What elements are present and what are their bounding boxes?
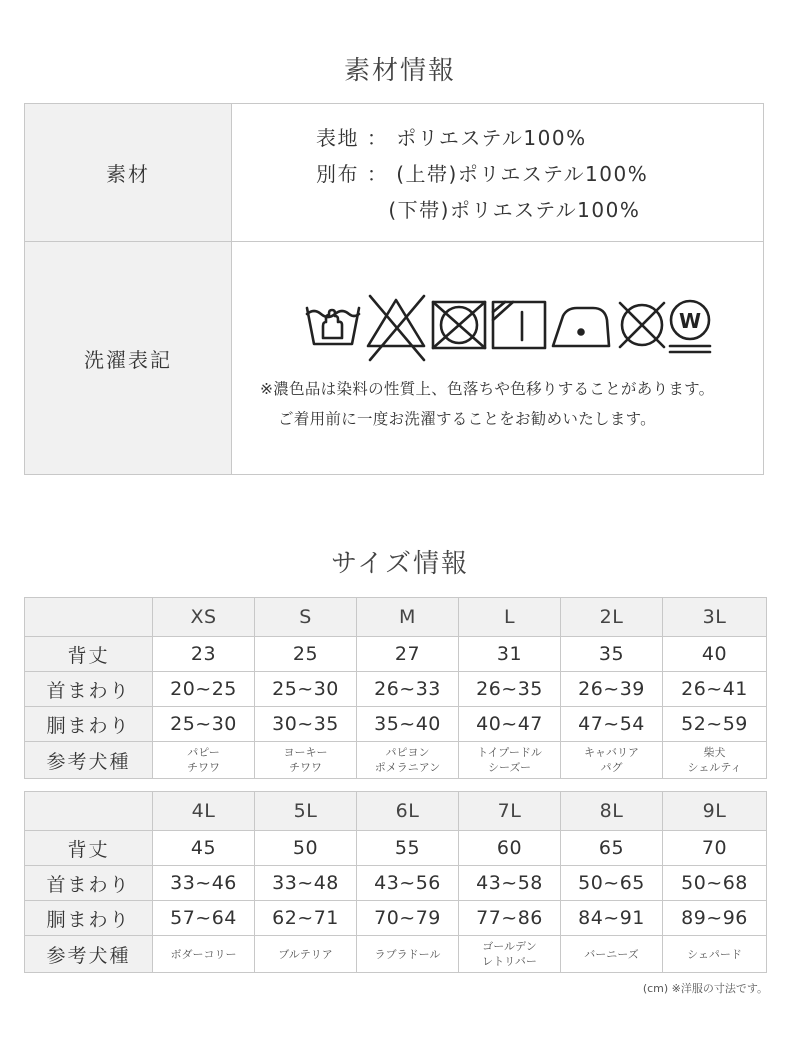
neck-cell: 50~65: [561, 866, 663, 901]
breed-name: チワワ: [187, 761, 220, 774]
breed-cell: [153, 936, 255, 973]
length-cell: 50: [255, 831, 357, 866]
length-cell: 23: [153, 637, 255, 672]
breed-name: パピー: [187, 746, 220, 759]
neck-cell: 26~39: [561, 672, 663, 707]
breed-name: シェパード: [687, 947, 742, 961]
breed-name: トイプードル: [477, 746, 542, 759]
no-dry-clean-icon: [620, 303, 664, 347]
size-header-cell: 3L: [663, 598, 767, 637]
row-label-neck: 首まわり: [25, 672, 153, 707]
size-header-cell: XS: [153, 598, 255, 637]
fabric-row: [25, 104, 763, 242]
chest-cell: 70~79: [357, 901, 459, 936]
breed-name: 柴犬: [703, 746, 726, 759]
care-note: [260, 374, 714, 434]
breed-cell: [357, 742, 459, 779]
length-cell: 31: [459, 637, 561, 672]
fabric-line-band-upper: 別布 ： (上帯)ポリエステル100%: [316, 162, 649, 186]
chest-cell: 47~54: [561, 707, 663, 742]
breed-name: キャバリア: [584, 746, 639, 759]
breed-cell: [153, 742, 255, 779]
neck-cell: 50~68: [663, 866, 767, 901]
length-row: [25, 831, 767, 866]
chest-cell: 84~91: [561, 901, 663, 936]
size-header-cell: 6L: [357, 792, 459, 831]
breed-name: ポメラニアン: [374, 761, 441, 774]
row-label-breed: 参考犬種: [25, 742, 153, 779]
breed-name: バーニーズ: [584, 947, 639, 961]
chest-cell: 30~35: [255, 707, 357, 742]
breed-cell: [561, 936, 663, 973]
breed-name: パグ: [600, 761, 623, 774]
chest-cell: 77~86: [459, 901, 561, 936]
neck-cell: 43~58: [459, 866, 561, 901]
length-cell: 45: [153, 831, 255, 866]
fabric-line-outer: 表地 ： ポリエステル100%: [316, 126, 587, 150]
length-cell: 27: [357, 637, 459, 672]
length-cell: 60: [459, 831, 561, 866]
neck-row: [25, 672, 767, 707]
size-header-cell: 7L: [459, 792, 561, 831]
length-cell: 65: [561, 831, 663, 866]
neck-cell: 43~56: [357, 866, 459, 901]
size-header-cell: 4L: [153, 792, 255, 831]
size-header-cell: 2L: [561, 598, 663, 637]
size-header-cell: L: [459, 598, 561, 637]
wet-clean-letter: W: [678, 309, 702, 333]
size-header-cell: M: [357, 598, 459, 637]
chest-cell: 25~30: [153, 707, 255, 742]
row-label-length: 背丈: [25, 637, 153, 672]
neck-row: [25, 866, 767, 901]
breed-name: ブルテリア: [278, 947, 333, 961]
care-content: [232, 242, 763, 474]
chest-cell: 57~64: [153, 901, 255, 936]
breed-name: シェルティ: [687, 761, 742, 774]
length-cell: 55: [357, 831, 459, 866]
breed-cell: [459, 936, 561, 973]
chest-cell: 62~71: [255, 901, 357, 936]
breed-cell: [663, 936, 767, 973]
chest-row: [25, 707, 767, 742]
size-header-row: [25, 598, 767, 637]
breed-name: ヨーキー: [283, 746, 328, 759]
care-label: 洗濯表記: [25, 242, 232, 474]
corner-cell: [25, 598, 153, 637]
care-note-line-1: ※濃色品は染料の性質上、色落ちや色移りすることがあります。: [260, 380, 715, 398]
breed-name: ボダーコリー: [170, 947, 237, 961]
neck-cell: 33~46: [153, 866, 255, 901]
breed-name: レトリバー: [482, 955, 537, 968]
row-label-length: 背丈: [25, 831, 153, 866]
care-row: [25, 242, 763, 474]
length-cell: 70: [663, 831, 767, 866]
chest-cell: 52~59: [663, 707, 767, 742]
breed-name: パピヨン: [385, 746, 430, 759]
size-table-large: [24, 791, 767, 973]
size-header-cell: 8L: [561, 792, 663, 831]
breed-cell: [255, 742, 357, 779]
size-section-title: サイズ情報: [331, 549, 469, 579]
size-header-row: [25, 792, 767, 831]
size-header-cell: S: [255, 598, 357, 637]
breed-name: チワワ: [289, 761, 322, 774]
wet-clean-gentle-icon: [670, 301, 710, 352]
length-cell: 35: [561, 637, 663, 672]
breed-row: [25, 936, 767, 973]
material-section-title: 素材情報: [343, 56, 456, 86]
care-symbols: [304, 294, 724, 364]
chest-row: [25, 901, 767, 936]
chest-cell: 40~47: [459, 707, 561, 742]
fabric-line-band-lower: (下帯)ポリエステル100%: [316, 198, 641, 222]
iron-low-icon: [553, 308, 609, 346]
line-dry-shade-icon: [493, 302, 545, 348]
breed-cell: [561, 742, 663, 779]
row-label-chest: 胴まわり: [25, 901, 153, 936]
breed-name: ゴールデン: [482, 940, 537, 953]
breed-cell: [357, 936, 459, 973]
neck-cell: 26~41: [663, 672, 767, 707]
no-tumble-dry-icon: [433, 302, 485, 348]
fabric-label: 素材: [25, 104, 232, 241]
no-bleach-icon: [368, 296, 424, 360]
size-header-cell: 9L: [663, 792, 767, 831]
length-cell: 25: [255, 637, 357, 672]
breed-name: シーズー: [488, 761, 531, 774]
size-table-small: [24, 597, 767, 779]
breed-row: [25, 742, 767, 779]
hand-wash-icon: [307, 308, 359, 344]
row-label-breed: 参考犬種: [25, 936, 153, 973]
breed-cell: [459, 742, 561, 779]
row-label-neck: 首まわり: [25, 866, 153, 901]
size-header-cell: 5L: [255, 792, 357, 831]
care-note-line-2: ご着用前に一度お洗濯することをお勧めいたします。: [278, 410, 656, 428]
length-cell: 40: [663, 637, 767, 672]
length-row: [25, 637, 767, 672]
row-label-chest: 胴まわり: [25, 707, 153, 742]
chest-cell: 35~40: [357, 707, 459, 742]
neck-cell: 26~33: [357, 672, 459, 707]
breed-cell: [663, 742, 767, 779]
fabric-lines: [316, 120, 648, 228]
neck-cell: 25~30: [255, 672, 357, 707]
material-table: [24, 103, 764, 475]
size-footnote: (cm) ※洋服の寸法です。: [642, 982, 768, 995]
fabric-content: [232, 104, 763, 241]
neck-cell: 33~48: [255, 866, 357, 901]
breed-name: ラブラドール: [374, 947, 441, 961]
breed-cell: [255, 936, 357, 973]
chest-cell: 89~96: [663, 901, 767, 936]
neck-cell: 26~35: [459, 672, 561, 707]
neck-cell: 20~25: [153, 672, 255, 707]
corner-cell: [25, 792, 153, 831]
